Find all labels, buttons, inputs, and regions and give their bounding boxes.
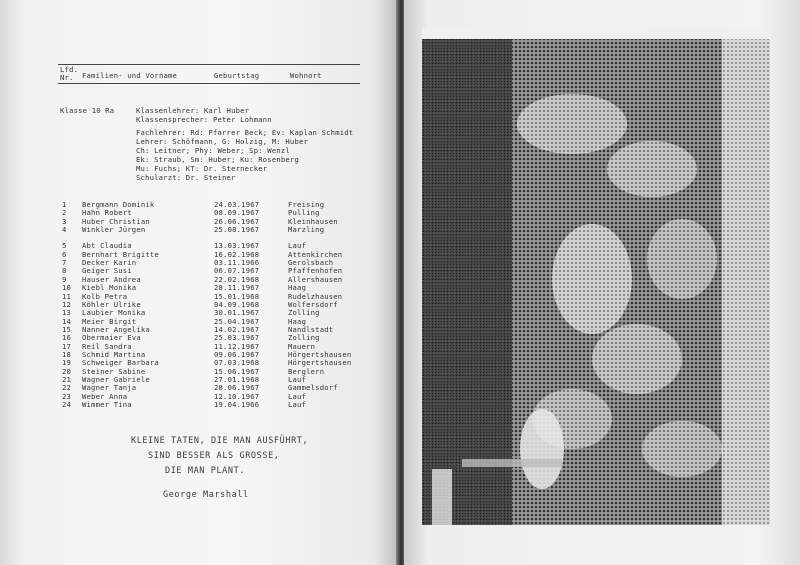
roster-birthdate: 11.12.1967	[214, 341, 260, 351]
roster-nr: 22	[62, 383, 72, 393]
roster-name: Abt Claudia	[82, 241, 132, 251]
roster-nr: 16	[62, 333, 72, 343]
roster-name: Decker Karin	[82, 258, 137, 268]
roster-birthdate: 13.03.1967	[214, 241, 260, 251]
roster-place: Rudelzhausen	[288, 291, 343, 301]
roster-name: Bergmann Dominik	[82, 200, 155, 209]
quote-line-1: KLEINE TATEN, DIE MAN AUSFÜHRT,	[131, 436, 309, 446]
roster-name: Nanner Angelika	[82, 324, 150, 334]
header-col-nr: Lfd. Nr.	[60, 65, 79, 82]
header-col-place: Wohnort	[290, 71, 322, 80]
roster-name: Steiner Sabine	[82, 366, 146, 376]
roster-name: Schmid Martina	[82, 349, 146, 359]
roster-birthdate: 22.02.1968	[214, 274, 260, 284]
roster-birthdate: 14.02.1967	[214, 324, 260, 334]
roster-nr: 3	[62, 216, 67, 226]
roster-nr: 18	[62, 349, 72, 359]
teachers-line: Ch: Leitner; Phy: Weber; Sp: Wenzl	[136, 146, 290, 155]
roster-nr: 13	[62, 308, 72, 318]
roster-place: Attenkirchen	[288, 249, 343, 259]
teachers-line: Ek: Straub, Sm: Huber; Ku: Rosenberg	[136, 155, 299, 164]
roster-name: Winkler Jürgen	[82, 225, 146, 235]
roster-nr: 14	[62, 316, 72, 326]
roster-birthdate: 04.09.1968	[214, 299, 260, 309]
roster-nr: 1	[62, 200, 67, 209]
roster-name: Wimmer Tina	[82, 400, 132, 410]
roster-birthdate: 12.10.1967	[214, 391, 260, 401]
roster-place: Zolling	[288, 333, 320, 343]
roster-place: Lauf	[288, 391, 307, 401]
roster-place: Haag	[288, 283, 307, 293]
roster-nr: 19	[62, 358, 72, 368]
roster-nr: 10	[62, 283, 72, 293]
left-page	[0, 0, 398, 565]
roster-place: Freising	[288, 200, 325, 209]
roster-nr: 11	[62, 291, 72, 301]
roster-name: Hahn Robert	[82, 208, 132, 218]
roster-place: Allershausen	[288, 274, 343, 284]
roster-nr: 20	[62, 366, 72, 376]
roster-name: Meier Birgit	[82, 316, 137, 326]
roster-place: Zolling	[288, 308, 320, 318]
roster-place: Wolfersdorf	[288, 299, 338, 309]
roster-place: Lauf	[288, 375, 307, 384]
roster-birthdate: 28.06.1967	[214, 383, 260, 393]
quote-line-2: SIND BESSER ALS GROSSE,	[148, 451, 280, 461]
teachers-line: Fachlehrer: Rd: Pfarrer Beck; Ev: Kaplan Schmidt	[136, 128, 354, 137]
class-photo-halftone-icon	[422, 29, 770, 525]
roster-birthdate: 16.02.1968	[214, 249, 260, 259]
roster-birthdate: 25.08.1967	[214, 225, 260, 235]
roster-nr: 23	[62, 391, 72, 401]
class-teacher: Klassenlehrer: Karl Huber	[136, 106, 250, 115]
roster-birthdate: 27.01.1968	[214, 375, 260, 384]
roster-birthdate: 28.11.1967	[214, 283, 260, 293]
roster-place: Gammelsdorf	[288, 383, 338, 393]
roster-nr: 9	[62, 274, 67, 284]
roster-birthdate: 24.03.1967	[214, 200, 260, 209]
class-label: Klasse 10 Ra	[60, 106, 115, 115]
header-col-birth: Geburtstag	[214, 71, 260, 80]
roster-birthdate: 15.06.1967	[214, 366, 260, 376]
roster-place: Hörgertshausen	[288, 358, 352, 368]
roster-birthdate: 30.01.1967	[214, 308, 260, 318]
roster-birthdate: 03.11.1966	[214, 258, 260, 268]
teachers-line: Mu: Fuchs; KT: Dr. Sternecker	[136, 164, 268, 173]
roster-name: Bernhart Brigitte	[82, 249, 159, 259]
roster-birthdate: 08.09.1967	[214, 208, 260, 218]
roster-name: Geiger Susi	[82, 266, 132, 276]
roster-nr: 6	[62, 249, 67, 259]
quote-author: George Marshall	[163, 490, 249, 500]
roster-place: Pulling	[288, 208, 320, 218]
roster-nr: 4	[62, 225, 67, 235]
roster-name: Kiebl Monika	[82, 283, 137, 293]
roster-name: Reil Sandra	[82, 341, 132, 351]
roster-name: Huber Christian	[82, 216, 150, 226]
teachers-line: Schularzt: Dr. Steiner	[136, 173, 236, 182]
roster-place: Nandlstadt	[288, 324, 334, 334]
class-photo	[422, 29, 770, 525]
class-speaker: Klassensprecher: Peter Lohmann	[136, 115, 272, 124]
roster-place: Marzling	[288, 225, 325, 235]
roster-birthdate: 09.06.1967	[214, 349, 260, 359]
roster-place: Lauf	[288, 241, 307, 251]
roster-name: Kolb Petra	[82, 291, 128, 301]
roster-nr: 8	[62, 266, 67, 276]
roster-nr: 5	[62, 241, 67, 251]
quote-line-3: DIE MAN PLANT.	[165, 466, 246, 476]
roster-nr: 17	[62, 341, 72, 351]
roster-birthdate: 19.04.1966	[214, 400, 260, 410]
roster-birthdate: 07.03.1968	[214, 358, 260, 368]
teachers-line: Lehrer: Schöfmann, G: Holzig, M: Huber	[136, 137, 309, 146]
roster-name: Weber Anna	[82, 391, 128, 401]
roster-birthdate: 25.03.1967	[214, 333, 260, 343]
roster-place: Pfaffenhofen	[288, 266, 343, 276]
roster-birthdate: 26.06.1967	[214, 216, 260, 226]
roster-place: Kleinhausen	[288, 216, 338, 226]
roster-nr: 21	[62, 375, 72, 384]
header-col-name: Familien- und Vorname	[82, 71, 178, 80]
roster-place: Haag	[288, 316, 307, 326]
right-page	[404, 0, 800, 565]
roster-place: Hörgertshausen	[288, 349, 352, 359]
roster-name: Schweiger Barbara	[82, 358, 159, 368]
roster-nr: 12	[62, 299, 72, 309]
roster-nr: 2	[62, 208, 67, 218]
roster-name: Hauser Andrea	[82, 274, 141, 284]
roster-nr: 24	[62, 400, 72, 410]
roster-name: Köhler Ulrike	[82, 299, 141, 309]
roster-name: Obermaier Eva	[82, 333, 141, 343]
roster-birthdate: 15.01.1968	[214, 291, 260, 301]
roster-place: Berglern	[288, 366, 325, 376]
roster-place: Mauern	[288, 341, 316, 351]
student-roster	[0, 0, 398, 565]
roster-birthdate: 06.07.1967	[214, 266, 260, 276]
roster-place: Gerolsbach	[288, 258, 334, 268]
roster-name: Laubier Monika	[82, 308, 146, 318]
roster-name: Wagner Gabriele	[82, 375, 150, 384]
roster-birthdate: 25.04.1967	[214, 316, 260, 326]
roster-place: Lauf	[288, 400, 307, 410]
roster-nr: 15	[62, 324, 72, 334]
roster-name: Wagner Tanja	[82, 383, 137, 393]
roster-nr: 7	[62, 258, 67, 268]
